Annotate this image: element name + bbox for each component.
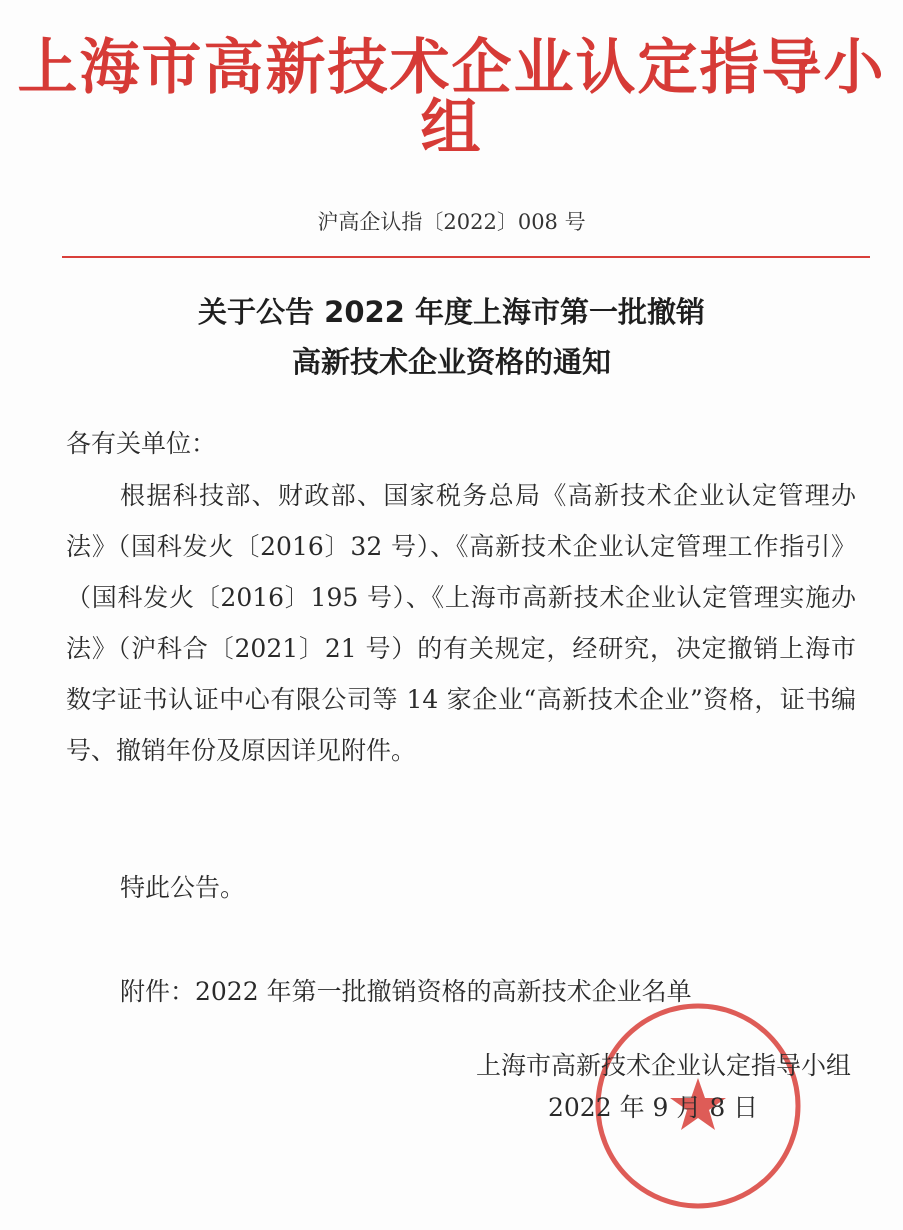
header-divider xyxy=(62,256,870,258)
signature-organization: 上海市高新技术企业认定指导小组 xyxy=(475,1051,851,1080)
document-number: 沪高企认指〔2022〕008 号 xyxy=(317,210,586,234)
issuer-masthead: 上海市高新技术企业认定指导小组 xyxy=(17,33,886,163)
body-paragraph: 根据科技部、财政部、国家税务总局《高新技术企业认定管理办法》（国科发火〔2016〕32 号）、《高新技术企业认定管理工作指引》（国科发火〔2016〕195 号）、《上海市高新技术企业认定管理实施办法》（沪科合〔2021〕21 号）的有关规定，经研究，决定撤销上海市数字证书认证中心有限公司等 14 家企业“高新技术企业”资格，证书编号、撤销年份及原因详见附件。 xyxy=(66,481,856,765)
signature-date: 2022 年 9 月 8 日 xyxy=(548,1093,759,1122)
notice-title-line-1: 关于公告 2022 年度上海市第一批撤销 xyxy=(198,295,705,329)
closing-line: 特此公告。 xyxy=(120,873,246,902)
attachment-line: 附件：2022 年第一批撤销资格的高新技术企业名单 xyxy=(120,977,692,1006)
salutation: 各有关单位： xyxy=(66,429,217,458)
notice-title-line-2: 高新技术企业资格的通知 xyxy=(291,345,611,379)
